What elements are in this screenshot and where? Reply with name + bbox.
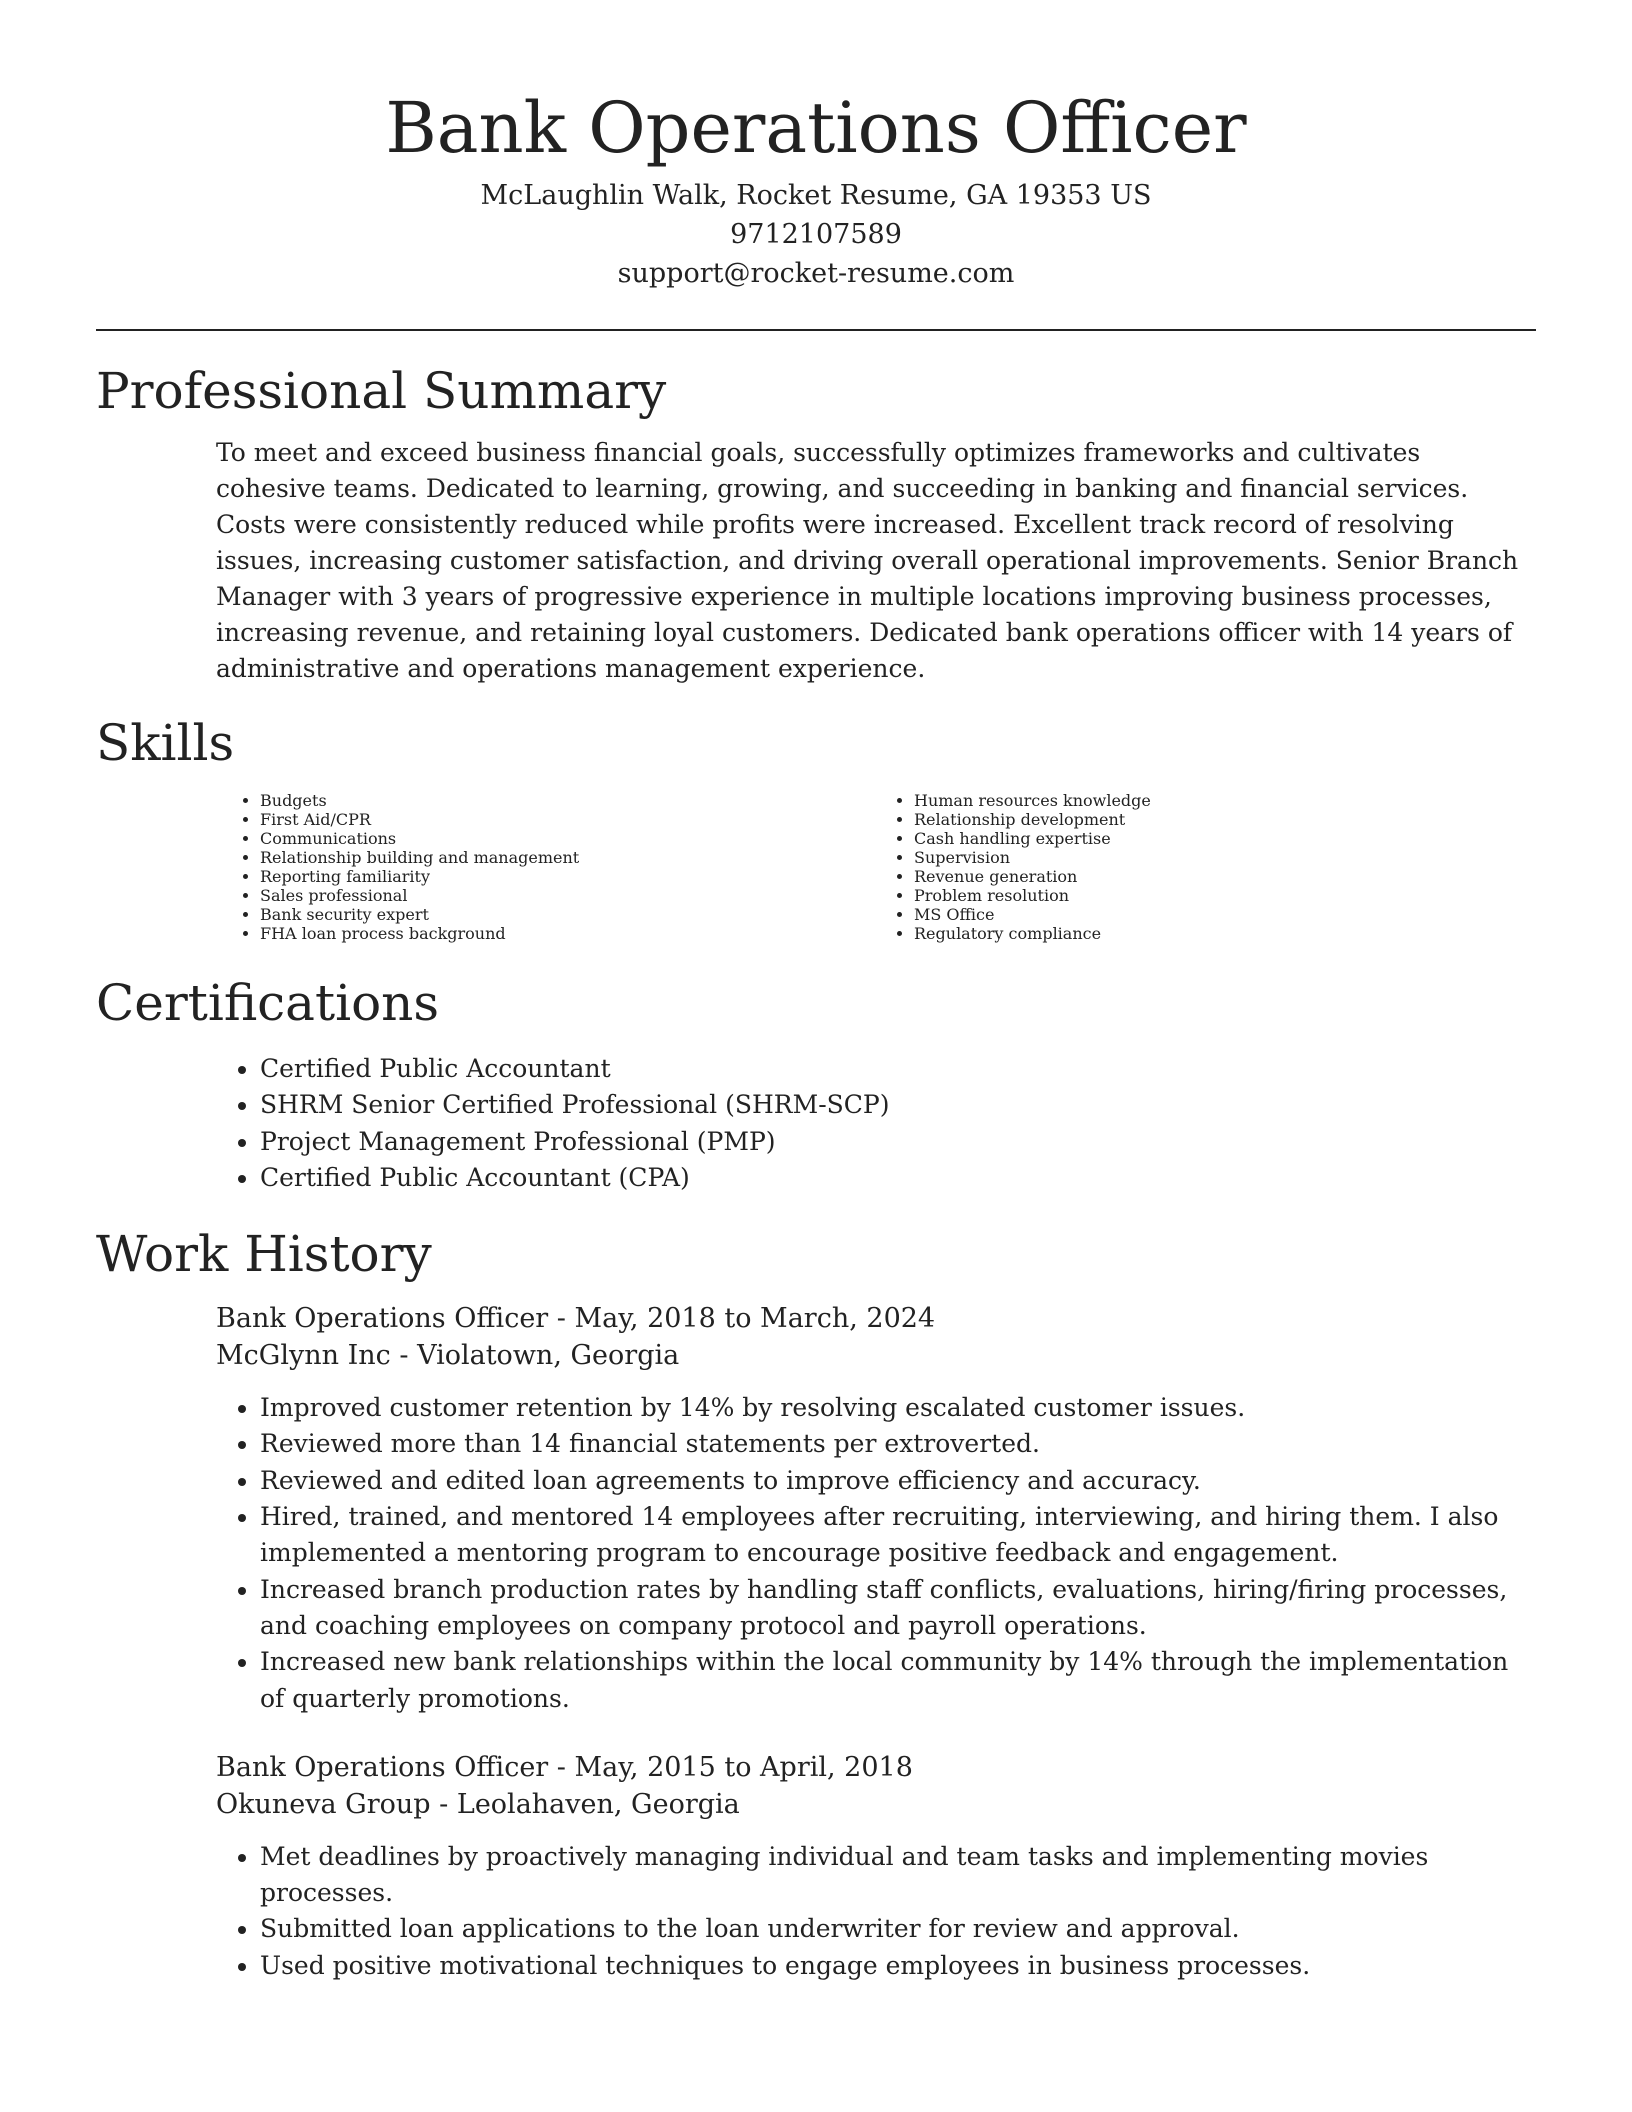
job-company-line: Okuneva Group - Leolahaven, Georgia	[216, 1788, 740, 1820]
summary-text: To meet and exceed business financial goals, successfully optimizes frameworks and cultivates cohesive teams. Dedicated to learning, growing, and succeeding in banking and financial services. Costs were consistently reduced while profits were increased. Excellent track record of resolving issues, increasing customer satisfaction, and driving overall operational improvements. Senior Branch Manager with 3 years of progressive experience in multiple locations improving business processes, increasing revenue, and retaining loyal customers. Dedicated bank operations officer with 14 years of administrative and operations management experience.	[216, 438, 1519, 683]
job-company-line: McGlynn Inc - Violatown, Georgia	[216, 1340, 680, 1372]
skill-item: • Supervision	[914, 848, 1151, 867]
job-duty: • Increased branch production rates by handling staff conflicts, evaluations, hiring/firing processes, and coaching employees on company protocol and payroll operations.	[260, 1572, 1536, 1645]
skill-item: • Relationship building and management	[260, 848, 800, 867]
job-duties-list	[216, 1839, 1536, 1984]
certification-item: • Certified Public Accountant (CPA)	[260, 1160, 1536, 1196]
skills-list-right	[800, 791, 1151, 943]
skill-item: • Budgets	[260, 791, 800, 810]
contact-phone: 9712107589	[730, 219, 902, 250]
certification-item: • SHRM Senior Certified Professional (SHRM-SCP)	[260, 1087, 1536, 1123]
skill-item: • MS Office	[914, 905, 1151, 924]
skills-columns	[96, 791, 1536, 943]
contact-email: support@rocket-resume.com	[617, 258, 1015, 289]
job-company: Okuneva Group	[216, 1788, 431, 1820]
job-duty: • Increased new bank relationships within the local community by 14% through the implementation of quarterly promotions.	[260, 1644, 1536, 1717]
skill-item: • Relationship development	[914, 810, 1151, 829]
skills-list-left	[96, 791, 800, 943]
job-title-line: Bank Operations Officer - May, 2018 to March, 2024	[216, 1303, 936, 1335]
skill-item: • Regulatory compliance	[914, 924, 1151, 943]
job-duty: • Reviewed more than 14 financial statements per extroverted.	[260, 1426, 1536, 1462]
skill-item: • First Aid/CPR	[260, 810, 800, 829]
contact-address: McLaughlin Walk, Rocket Resume, GA 19353 US	[480, 180, 1152, 211]
skill-item: • Reporting familiarity	[260, 867, 800, 886]
certifications-list	[96, 1051, 1536, 1196]
professional-summary-section	[96, 359, 1536, 687]
skill-item: • Cash handling expertise	[914, 829, 1151, 848]
skill-item: • Revenue generation	[914, 867, 1151, 886]
work-history-heading: Work History	[96, 1225, 432, 1284]
certifications-section	[96, 971, 1536, 1196]
job-duty: • Hired, trained, and mentored 14 employees after recruiting, interviewing, and hiring them. I also implemented a mentoring program to encourage positive feedback and engagement.	[260, 1499, 1536, 1572]
job-duty: • Submitted loan applications to the loan underwriter for review and approval.	[260, 1911, 1536, 1947]
job-duty: • Used positive motivational techniques to engage employees in business processes.	[260, 1948, 1536, 1984]
job-dates: May, 2018 to March, 2024	[574, 1303, 936, 1335]
certification-item: • Certified Public Accountant	[260, 1051, 1536, 1087]
job-duty: • Improved customer retention by 14% by resolving escalated customer issues.	[260, 1390, 1536, 1426]
job-company: McGlynn Inc	[216, 1340, 391, 1372]
job-title: Bank Operations Officer	[216, 1303, 549, 1335]
resume-header	[96, 0, 1536, 293]
skills-section	[96, 711, 1536, 943]
contact-info	[96, 176, 1536, 293]
skill-item: • Human resources knowledge	[914, 791, 1151, 810]
job-title: Bank Operations Officer	[216, 1751, 549, 1783]
skill-item: • Problem resolution	[914, 886, 1151, 905]
work-history-section	[96, 1222, 1536, 1984]
job-duty: • Met deadlines by proactively managing individual and team tasks and implementing movies processes.	[260, 1839, 1536, 1912]
job-duty: • Reviewed and edited loan agreements to improve efficiency and accuracy.	[260, 1463, 1536, 1499]
job-entry	[216, 1300, 1536, 1717]
job-duties-list	[216, 1390, 1536, 1717]
skills-heading: Skills	[96, 714, 235, 772]
job-entry	[216, 1749, 1536, 1984]
header-divider	[96, 329, 1536, 331]
job-location: Leolahaven, Georgia	[456, 1788, 740, 1820]
certification-item: • Project Management Professional (PMP)	[260, 1124, 1536, 1160]
job-location: Violatown, Georgia	[417, 1340, 680, 1372]
summary-heading: Professional Summary	[96, 362, 667, 420]
certifications-heading: Certifications	[96, 974, 440, 1032]
skill-item: • Bank security expert	[260, 905, 800, 924]
job-title-line: Bank Operations Officer - May, 2015 to April, 2018	[216, 1751, 913, 1783]
job-dates: May, 2015 to April, 2018	[574, 1751, 913, 1783]
skill-item: • FHA loan process background	[260, 924, 800, 943]
skill-item: • Communications	[260, 829, 800, 848]
skill-item: • Sales professional	[260, 886, 800, 905]
resume-name: Bank Operations Officer	[385, 87, 1247, 169]
